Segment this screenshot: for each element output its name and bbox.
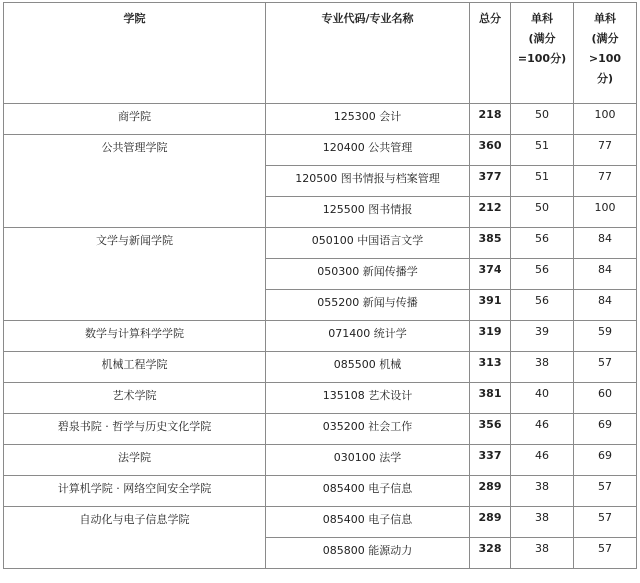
header-total: 总分 — [470, 3, 511, 104]
single-100-cell: 51 — [511, 166, 574, 197]
single-100-cell: 50 — [511, 104, 574, 135]
single-100-cell: 38 — [511, 352, 574, 383]
total-cell: 381 — [470, 383, 511, 414]
total-cell: 328 — [470, 538, 511, 569]
single-gt100-cell: 69 — [574, 414, 637, 445]
single-100-cell: 38 — [511, 538, 574, 569]
single-gt100-cell: 84 — [574, 228, 637, 259]
table-row — [4, 414, 637, 445]
single-gt100-cell: 77 — [574, 135, 637, 166]
total-cell: 356 — [470, 414, 511, 445]
table-row — [4, 135, 637, 166]
single-100-cell: 38 — [511, 507, 574, 538]
table-row — [4, 104, 637, 135]
major-cell: 085500 机械 — [266, 352, 470, 383]
major-cell: 085400 电子信息 — [266, 476, 470, 507]
college-cell: 文学与新闻学院 — [4, 228, 266, 321]
single-gt100-cell: 57 — [574, 507, 637, 538]
total-cell: 391 — [470, 290, 511, 321]
header-college: 学院 — [4, 3, 266, 104]
header-major: 专业代码/专业名称 — [266, 3, 470, 104]
total-cell: 319 — [470, 321, 511, 352]
major-cell: 035200 社会工作 — [266, 414, 470, 445]
total-cell: 313 — [470, 352, 511, 383]
single-100-cell: 50 — [511, 197, 574, 228]
major-cell: 135108 艺术设计 — [266, 383, 470, 414]
total-cell: 218 — [470, 104, 511, 135]
table-row — [4, 352, 637, 383]
total-cell: 377 — [470, 166, 511, 197]
college-cell: 艺术学院 — [4, 383, 266, 414]
college-cell: 法学院 — [4, 445, 266, 476]
total-cell: 360 — [470, 135, 511, 166]
single-gt100-cell: 100 — [574, 104, 637, 135]
single-100-cell: 46 — [511, 414, 574, 445]
total-cell: 374 — [470, 259, 511, 290]
single-gt100-cell: 57 — [574, 352, 637, 383]
major-cell: 125500 图书情报 — [266, 197, 470, 228]
single-gt100-cell: 100 — [574, 197, 637, 228]
single-gt100-cell: 84 — [574, 259, 637, 290]
header-single-100: 单科 (满分 =100分) — [511, 3, 574, 104]
single-100-cell: 56 — [511, 290, 574, 321]
single-gt100-cell: 57 — [574, 476, 637, 507]
single-gt100-cell: 69 — [574, 445, 637, 476]
single-100-cell: 51 — [511, 135, 574, 166]
single-100-cell: 56 — [511, 259, 574, 290]
major-cell: 085800 能源动力 — [266, 538, 470, 569]
single-100-cell: 39 — [511, 321, 574, 352]
major-cell: 120400 公共管理 — [266, 135, 470, 166]
single-gt100-cell: 60 — [574, 383, 637, 414]
single-gt100-cell: 57 — [574, 538, 637, 569]
score-table — [3, 2, 637, 569]
college-cell: 数学与计算科学学院 — [4, 321, 266, 352]
single-100-cell: 56 — [511, 228, 574, 259]
single-100-cell: 38 — [511, 476, 574, 507]
major-cell: 125300 会计 — [266, 104, 470, 135]
college-cell: 机械工程学院 — [4, 352, 266, 383]
table-row — [4, 476, 637, 507]
college-cell: 商学院 — [4, 104, 266, 135]
major-cell: 050100 中国语言文学 — [266, 228, 470, 259]
major-cell: 050300 新闻传播学 — [266, 259, 470, 290]
single-100-cell: 40 — [511, 383, 574, 414]
table-row — [4, 445, 637, 476]
single-gt100-cell: 59 — [574, 321, 637, 352]
single-gt100-cell: 77 — [574, 166, 637, 197]
college-cell: 碧泉书院 · 哲学与历史文化学院 — [4, 414, 266, 445]
major-cell: 030100 法学 — [266, 445, 470, 476]
table-row — [4, 321, 637, 352]
college-cell: 自动化与电子信息学院 — [4, 507, 266, 569]
table-row — [4, 507, 637, 538]
total-cell: 212 — [470, 197, 511, 228]
major-cell: 071400 统计学 — [266, 321, 470, 352]
major-cell: 055200 新闻与传播 — [266, 290, 470, 321]
college-cell: 计算机学院 · 网络空间安全学院 — [4, 476, 266, 507]
header-row — [4, 3, 637, 104]
total-cell: 385 — [470, 228, 511, 259]
single-gt100-cell: 84 — [574, 290, 637, 321]
major-cell: 085400 电子信息 — [266, 507, 470, 538]
total-cell: 289 — [470, 507, 511, 538]
total-cell: 337 — [470, 445, 511, 476]
header-single-gt100: 单科 (满分 >100 分) — [574, 3, 637, 104]
single-100-cell: 46 — [511, 445, 574, 476]
table-row — [4, 228, 637, 259]
college-cell: 公共管理学院 — [4, 135, 266, 228]
total-cell: 289 — [470, 476, 511, 507]
table-row — [4, 383, 637, 414]
major-cell: 120500 图书情报与档案管理 — [266, 166, 470, 197]
